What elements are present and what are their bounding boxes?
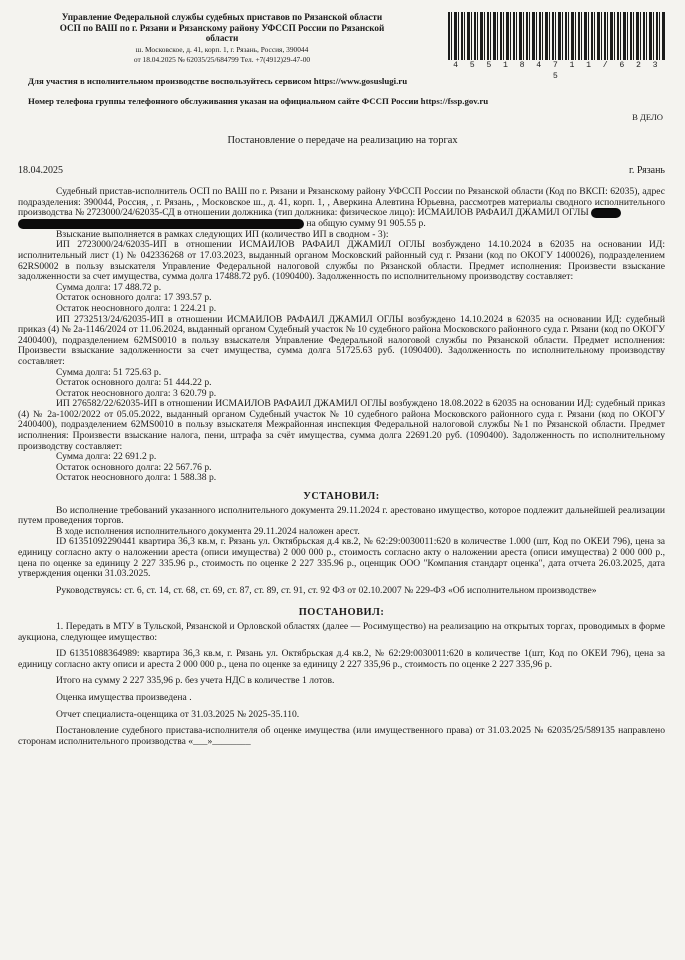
ip-1-sum-total: Сумма долга: 17 488.72 р.	[56, 281, 162, 293]
v-delo-mark: В ДЕЛО	[632, 112, 663, 122]
barcode-number: 4 5 5 1 8 4 7 1 1 / 6 2 3 5	[453, 61, 661, 81]
ip-1-sum-main: Остаток основного долга: 17 393.57 р.	[56, 292, 212, 304]
ip-3-sum-main: Остаток основного долга: 22 567.76 р.	[56, 461, 212, 473]
ip-2-text: ИП 2732513/24/62035-ИП в отношении ИСМАИЛОВ РАФАИЛ ДЖАМИЛ ОГЛЫ возбуждено 14.10.2024 в 62035 на основании ИД: судебный приказ (4) № 2а-1146/2024 от 11.06.2024, выданный органом Судебный участок № 10 судебного района Московского районного суда г. Рязани (код по ОКОГУ 2400400), подразделением 62MS0010 в пользу взыскателя Управление Федеральной налоговой службы по Рязанской области. Предмет исполнения: Произвести взыскание задолженности за счет имущества, сумма долга 51725.63 руб. (1090400). Задолженность по исполнительному производству составляет:	[18, 313, 665, 367]
ip-intro: Взыскание выполняется в рамках следующих ИП (количество ИП в сводном - 3):	[56, 228, 389, 240]
document-title: Постановление о передаче на реализацию на торгах	[227, 135, 458, 146]
redaction-mark	[18, 219, 304, 229]
org-address: ш. Московское, д. 41, корп. 1, г. Рязань, Россия, 390044	[135, 44, 309, 54]
intro-paragraph	[18, 187, 665, 219]
ip-3-sum-other: Остаток неосновного долга: 1 588.38 р.	[56, 472, 217, 484]
sender-header	[12, 12, 432, 65]
doc-reference: от 18.04.2025 № 62035/25/684799 Тел. +7(4912)29-47-00	[133, 55, 311, 65]
document-city: г. Рязань	[628, 165, 665, 176]
org-name-line3: области	[205, 33, 239, 44]
redaction-mark	[591, 208, 621, 218]
ip-3-text: ИП 276582/22/62035-ИП в отношении ИСМАИЛОВ РАФАИЛ ДЖАМИЛ ОГЛЫ возбуждено 18.08.2022 в 62035 на основании ИД: судебный приказ (4) № 2а-1002/2022 от 05.05.2022, выданный органом Судебный участок № 10 судебного района Московского районного суда г. Рязани (код по ОКОГУ 2400400), подразделением 62MS0010 в пользу взыскателя Межрайонная инспекция Федеральной налоговой службы №1 по Рязанской области. Предмет исполнения: Произвести взыскание налога, пени, штрафа за счёт имущества, сумма долга 22691.20 руб. (1090400). Задолженность по исполнительному производству составляет:	[18, 398, 665, 452]
document-body	[18, 187, 665, 747]
ip-2-sum-total: Сумма долга: 51 725.63 р.	[56, 366, 162, 378]
org-name-line1: Управление Федеральной службы судебных приставов по Рязанской области	[61, 12, 383, 22]
established-p4: Руководствуясь: ст. 6, ст. 14, ст. 68, ст. 69, ст. 87, ст. 89, ст. 91, ст. 92 ФЗ от 02.10.2007 № 229-ФЗ «Об исполнительном производстве»	[56, 584, 597, 596]
org-name-line2: ОСП по ВАШ по г. Рязани и Рязанскому району УФССП России по Рязанской	[59, 22, 385, 33]
decided-p2: ID 61351088364989: квартира 36,3 кв.м, г. Рязань ул. Октябрьская д.4 кв.2, № 62:29:0030011:620 в количестве 1(шт, Код по ОКЕИ 796), цена за единицу согласно акту описи и ареста 2 000 000 р., цена по оценке за единицу 2 227 335,96 р., стоимость по оценке 2 227 335,96 р.	[18, 648, 665, 670]
intro-sum: на общую сумму 91 905.55 р.	[306, 218, 426, 230]
ip-2-sum-main: Остаток основного долга: 51 444.22 р.	[56, 377, 212, 389]
intro-text: Судебный пристав-исполнитель ОСП по ВАШ по г. Рязани и Рязанскому району УФССП России по Рязанской области (Код по ВКСП: 62035), адрес подразделения: 390044, Россия, , г. Рязань, , Московское ш., д. 41, корп. 1, , Аверкина Алевтина Юрьевна, рассмотрев материалы сводного исполнительного производства № 2723000/24/62035-СД в отношении должника (тип должника: физическое лицо): ИСМАИЛОВ РАФАИЛ ДЖАМИЛ ОГЛЫ	[18, 186, 665, 219]
decided-p6: Постановление судебного пристава-исполнителя об оценке имущества (или имущественного права) от 31.03.2025 № 62035/25/589135 направлено сторонам исполнительного производства «___»________	[18, 725, 665, 747]
barcode-image	[448, 12, 666, 60]
decided-p1: 1. Передать в МТУ в Тульской, Рязанской и Орловской областях (далее — Росимущество) на реализацию на открытых торгах, проводимых в форме аукциона, следующее имущество:	[18, 620, 665, 643]
decided-p5: Отчет специалиста-оценщика от 31.03.2025 № 2025-35.110.	[56, 708, 300, 720]
gosuslugi-notice: Для участия в исполнительном производстве воспользуйтесь сервисом https://www.gosuslugi.ru	[28, 76, 408, 86]
ip-1-text: ИП 2723000/24/62035-ИП в отношении ИСМАИЛОВ РАФАИЛ ДЖАМИЛ ОГЛЫ возбуждено 14.10.2024 в 62035 на основании ИД: исполнительный лист (1) № 042336268 от 17.03.2023, выданный органом Московский районный суд г. Рязани (код по ОКОГУ 1400026), подразделением 62RS0002 в пользу взыскателя Управление Федеральной налоговой службы по Рязанской области. Предмет исполнения: Произвести взыскание задолженности за счет имущества, сумма долга 17488.72 руб. (1090400). Задолженность по исполнительному производству составляет:	[18, 239, 665, 283]
established-p2: В ходе исполнения исполнительного документа 29.11.2024 наложен арест.	[56, 525, 360, 537]
document-date: 18.04.2025	[18, 165, 63, 176]
phone-notice: Номер телефона группы телефонного обслуживания указан на официальном сайте ФССП России https://fssp.gov.ru	[28, 96, 489, 106]
ip-2-sum-other: Остаток неосновного долга: 3 620.79 р.	[56, 387, 217, 399]
decided-p3: Итого на сумму 2 227 335,96 р. без учета НДС в количестве 1 лотов.	[56, 675, 335, 687]
decided-p4: Оценка имущества произведена .	[56, 691, 192, 703]
section-established: УСТАНОВИЛ:	[303, 491, 380, 503]
ip-1-sum-other: Остаток неосновного долга: 1 224.21 р.	[56, 302, 217, 314]
established-p3: ID 61351092290441 квартира 36,3 кв.м, г. Рязань ул. Октябрьская д.4 кв.2, № 62:29:0030011:620 в количестве 1.000 (шт, Код по ОКЕИ 796), цена за единицу согласно акту о наложении ареста (описи имущества) 2 000 000 р., стоимость согласно акту о наложении ареста (описи имущества) 2 000 000 р., цена по оценке за единицу 2 227 335.96 р., стоимость по оценке 2 227 335.96 р., оценщик ООО "Компания стандарт оценка", дата отчета 26.03.2025, дата утверждения оценки 31.03.2025.	[18, 536, 665, 580]
ip-3-sum-total: Сумма долга: 22 691.2 р.	[56, 451, 157, 463]
section-decided: ПОСТАНОВИЛ:	[298, 607, 385, 619]
established-p1: Во исполнение требований указанного исполнительного документа 29.11.2024 г. арестовано имущество, которое подлежит дальнейшей реализации путем проведения торгов.	[18, 504, 665, 527]
